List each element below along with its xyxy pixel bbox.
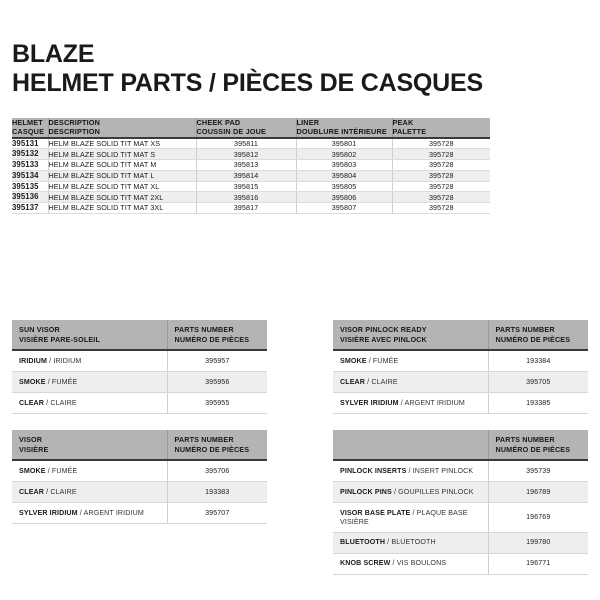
table-row xyxy=(12,393,267,414)
pinlock-table-body xyxy=(333,350,588,413)
accessories-header-parts-fr: NUMÉRO DE PIÈCES xyxy=(495,444,571,454)
table-row xyxy=(333,393,588,414)
label-separator: / xyxy=(410,508,417,517)
helmet-code: 395134 xyxy=(12,170,48,181)
pinlock-part-number: 193384 xyxy=(488,350,588,371)
table-row xyxy=(12,460,267,481)
helmet-description: HELM BLAZE SOLID TIT MAT S xyxy=(48,149,196,160)
helmet-description: HELM BLAZE SOLID TIT MAT XS xyxy=(48,138,196,149)
table-row xyxy=(12,203,490,214)
table-row xyxy=(12,149,490,160)
title-brand: BLAZE xyxy=(12,40,95,68)
visor-header-label-en: VISOR xyxy=(19,435,43,444)
visor-part-number: 395707 xyxy=(167,503,267,524)
pinlock-header-parts-en: PARTS NUMBER xyxy=(495,325,555,334)
page-title xyxy=(12,40,572,97)
liner-number: 395804 xyxy=(296,170,392,181)
liner-number: 395807 xyxy=(296,203,392,214)
peak-number: 395728 xyxy=(392,170,490,181)
accessory-label xyxy=(333,503,488,533)
table-row xyxy=(12,170,490,181)
col-header-description-fr: DESCRIPTION xyxy=(48,127,196,137)
pinlock-label-en: SYLVER IRIDIUM xyxy=(340,398,399,407)
visor-label-en: SYLVER IRIDIUM xyxy=(19,508,78,517)
main-table-body xyxy=(12,138,490,214)
helmet-code: 395135 xyxy=(12,181,48,192)
accessory-label xyxy=(333,482,488,503)
main-header-row-fr xyxy=(12,127,490,137)
accessory-part-number: 196789 xyxy=(488,482,588,503)
helmet-description: HELM BLAZE SOLID TIT MAT 3XL xyxy=(48,203,196,214)
col-header-description-en: DESCRIPTION xyxy=(48,118,196,127)
col-header-peak-en: PEAK xyxy=(392,118,490,127)
accessories-table xyxy=(333,430,588,575)
table-row xyxy=(12,160,490,171)
table-row xyxy=(12,372,267,393)
label-separator: / xyxy=(47,356,54,365)
sun-visor-header-label-en: SUN VISOR xyxy=(19,325,60,334)
sun-visor-header-row xyxy=(12,320,267,350)
sun-visor-label-fr: IRIDIUM xyxy=(53,356,82,365)
accessory-label-en: PINLOCK PINS xyxy=(340,487,392,496)
visor-table-body xyxy=(12,460,267,523)
table-row xyxy=(12,181,490,192)
visor-label xyxy=(12,503,167,524)
accessory-label-fr: BLUETOOTH xyxy=(391,538,436,547)
sun-visor-header-label-fr: VISIÈRE PARE-SOLEIL xyxy=(19,334,100,344)
sun-visor-header-parts-fr: NUMÉRO DE PIÈCES xyxy=(174,334,250,344)
label-separator: / xyxy=(391,487,399,496)
table-row xyxy=(333,503,588,533)
pinlock-header-row xyxy=(333,320,588,350)
accessory-label xyxy=(333,532,488,553)
accessories-header-row xyxy=(333,430,588,460)
accessory-label-fr: INSERT PINLOCK xyxy=(412,466,474,475)
pinlock-label-en: SMOKE xyxy=(340,356,367,365)
sun-visor-label xyxy=(12,393,167,414)
peak-number: 395728 xyxy=(392,181,490,192)
sun-visor-label-fr: CLAIRE xyxy=(50,398,77,407)
pinlock-label-en: CLEAR xyxy=(340,377,366,386)
pinlock-table-head xyxy=(333,320,588,350)
accessory-label-en: KNOB SCREW xyxy=(340,559,391,568)
accessory-label-en: BLUETOOTH xyxy=(340,538,386,547)
table-row xyxy=(333,350,588,371)
accessory-label xyxy=(333,460,488,481)
table-row xyxy=(333,372,588,393)
label-separator: / xyxy=(365,377,372,386)
visor-label-en: SMOKE xyxy=(19,466,46,475)
label-separator: / xyxy=(385,538,392,547)
sun-visor-label xyxy=(12,372,167,393)
accessory-label-en: VISOR BASE PLATE xyxy=(340,508,411,517)
pinlock-label xyxy=(333,350,488,371)
pinlock-header-label-en: VISOR PINLOCK READY xyxy=(340,325,427,334)
sun-visor-header-parts-en: PARTS NUMBER xyxy=(174,325,234,334)
label-separator: / xyxy=(398,398,405,407)
label-separator: / xyxy=(77,508,84,517)
pinlock-label-fr: FUMÉE xyxy=(372,356,399,365)
visor-part-number: 395706 xyxy=(167,460,267,481)
pinlock-part-number: 395705 xyxy=(488,372,588,393)
visor-table xyxy=(12,430,267,524)
label-separator: / xyxy=(406,466,413,475)
helmet-description: HELM BLAZE SOLID TIT MAT 2XL xyxy=(48,192,196,203)
main-table-head xyxy=(12,118,490,138)
visor-label-fr: FUMÉE xyxy=(51,466,78,475)
visor-header-parts xyxy=(167,430,267,460)
accessories-header-parts xyxy=(488,430,588,460)
label-separator: / xyxy=(45,466,52,475)
table-row xyxy=(12,350,267,371)
pinlock-label xyxy=(333,372,488,393)
accessory-label-en: PINLOCK INSERTS xyxy=(340,466,407,475)
col-header-peak-fr: PALETTE xyxy=(392,127,490,137)
helmet-code: 395133 xyxy=(12,160,48,171)
visor-part-number: 193383 xyxy=(167,482,267,503)
sun-visor-part-number: 395955 xyxy=(167,393,267,414)
label-separator: / xyxy=(390,559,397,568)
liner-number: 395801 xyxy=(296,138,392,149)
pinlock-label-fr: CLAIRE xyxy=(371,377,398,386)
visor-parts-table xyxy=(12,430,267,524)
title-subtitle: HELMET PARTS / PIÈCES DE CASQUES xyxy=(12,69,483,97)
cheek-pad-number: 395815 xyxy=(196,181,296,192)
pinlock-header-label-fr: VISIÈRE AVEC PINLOCK xyxy=(340,334,427,344)
peak-number: 395728 xyxy=(392,203,490,214)
sun-visor-part-number: 395957 xyxy=(167,350,267,371)
cheek-pad-number: 395816 xyxy=(196,192,296,203)
sun-visor-label-en: CLEAR xyxy=(19,398,45,407)
pinlock-label-fr: ARGENT IRIDIUM xyxy=(404,398,465,407)
liner-number: 395802 xyxy=(296,149,392,160)
helmet-description: HELM BLAZE SOLID TIT MAT M xyxy=(48,160,196,171)
table-row xyxy=(12,482,267,503)
col-header-cheekpad-fr: COUSSIN DE JOUE xyxy=(196,127,296,137)
accessory-label xyxy=(333,553,488,574)
sun-visor-label-en: SMOKE xyxy=(19,377,46,386)
visor-header-label-fr: VISIÈRE xyxy=(19,444,49,454)
accessories-table-body xyxy=(333,460,588,574)
visor-header-row xyxy=(12,430,267,460)
helmet-description: HELM BLAZE SOLID TIT MAT XL xyxy=(48,181,196,192)
accessories-header-parts-en: PARTS NUMBER xyxy=(495,435,555,444)
table-row xyxy=(12,138,490,149)
accessory-part-number: 199780 xyxy=(488,532,588,553)
table-row xyxy=(12,192,490,203)
liner-number: 395803 xyxy=(296,160,392,171)
accessories-table-head xyxy=(333,430,588,460)
label-separator: / xyxy=(44,487,51,496)
accessory-part-number: 196771 xyxy=(488,553,588,574)
sun-visor-label-en: IRIDIUM xyxy=(19,356,48,365)
helmet-description: HELM BLAZE SOLID TIT MAT L xyxy=(48,170,196,181)
helmet-parts-table xyxy=(12,118,490,214)
visor-label-fr: CLAIRE xyxy=(50,487,77,496)
accessory-label-fr: VIS BOULONS xyxy=(396,559,447,568)
visor-label xyxy=(12,482,167,503)
visor-label-en: CLEAR xyxy=(19,487,45,496)
sun-visor-table-body xyxy=(12,350,267,413)
table-row xyxy=(333,532,588,553)
peak-number: 395728 xyxy=(392,160,490,171)
visor-label xyxy=(12,460,167,481)
visor-header-parts-fr: NUMÉRO DE PIÈCES xyxy=(174,444,250,454)
visor-table-head xyxy=(12,430,267,460)
col-header-liner-en: LINER xyxy=(296,118,392,127)
accessories-parts-table xyxy=(333,430,588,575)
pinlock-part-number: 193385 xyxy=(488,393,588,414)
sun-visor-header-label xyxy=(12,320,167,350)
pinlock-label xyxy=(333,393,488,414)
sun-visor-parts-table xyxy=(12,320,267,414)
label-separator: / xyxy=(366,356,373,365)
liner-number: 395806 xyxy=(296,192,392,203)
sun-visor-table-head xyxy=(12,320,267,350)
table-row xyxy=(333,482,588,503)
peak-number: 395728 xyxy=(392,138,490,149)
visor-label-fr: ARGENT IRIDIUM xyxy=(83,508,144,517)
pinlock-header-label xyxy=(333,320,488,350)
helmet-code: 395131 xyxy=(12,138,48,149)
col-header-cheekpad-en: CHEEK PAD xyxy=(196,118,296,127)
sun-visor-label xyxy=(12,350,167,371)
accessories-header-label xyxy=(333,430,488,460)
main-header-row-en xyxy=(12,118,490,127)
cheek-pad-number: 395812 xyxy=(196,149,296,160)
cheek-pad-number: 395811 xyxy=(196,138,296,149)
cheek-pad-number: 395814 xyxy=(196,170,296,181)
sun-visor-part-number: 395956 xyxy=(167,372,267,393)
visor-header-parts-en: PARTS NUMBER xyxy=(174,435,234,444)
pinlock-parts-table xyxy=(333,320,588,414)
col-header-helmet-fr: CASQUE xyxy=(12,127,48,137)
col-header-helmet-en: HELMET xyxy=(12,118,48,127)
peak-number: 395728 xyxy=(392,192,490,203)
accessory-part-number: 395739 xyxy=(488,460,588,481)
accessory-part-number: 196769 xyxy=(488,503,588,533)
table-row xyxy=(333,460,588,481)
sun-visor-label-fr: FUMÉE xyxy=(51,377,78,386)
helmet-code: 395132 xyxy=(12,149,48,160)
liner-number: 395805 xyxy=(296,181,392,192)
sun-visor-table xyxy=(12,320,267,414)
label-separator: / xyxy=(44,398,51,407)
accessory-label-fr: GOUPILLES PINLOCK xyxy=(398,487,474,496)
main-table xyxy=(12,118,490,214)
cheek-pad-number: 395817 xyxy=(196,203,296,214)
sun-visor-header-parts xyxy=(167,320,267,350)
pinlock-header-parts-fr: NUMÉRO DE PIÈCES xyxy=(495,334,571,344)
col-header-liner-fr: DOUBLURE INTÉRIEURE xyxy=(296,127,392,137)
pinlock-header-parts xyxy=(488,320,588,350)
cheek-pad-number: 395813 xyxy=(196,160,296,171)
label-separator: / xyxy=(45,377,52,386)
table-row xyxy=(12,503,267,524)
visor-header-label xyxy=(12,430,167,460)
helmet-code: 395136 xyxy=(12,192,48,203)
helmet-code: 395137 xyxy=(12,203,48,214)
table-row xyxy=(333,553,588,574)
peak-number: 395728 xyxy=(392,149,490,160)
accessory-label-fr: PLAQUE BASE VISIÈRE xyxy=(340,508,468,526)
visor-pinlock-ready-table xyxy=(333,320,588,414)
